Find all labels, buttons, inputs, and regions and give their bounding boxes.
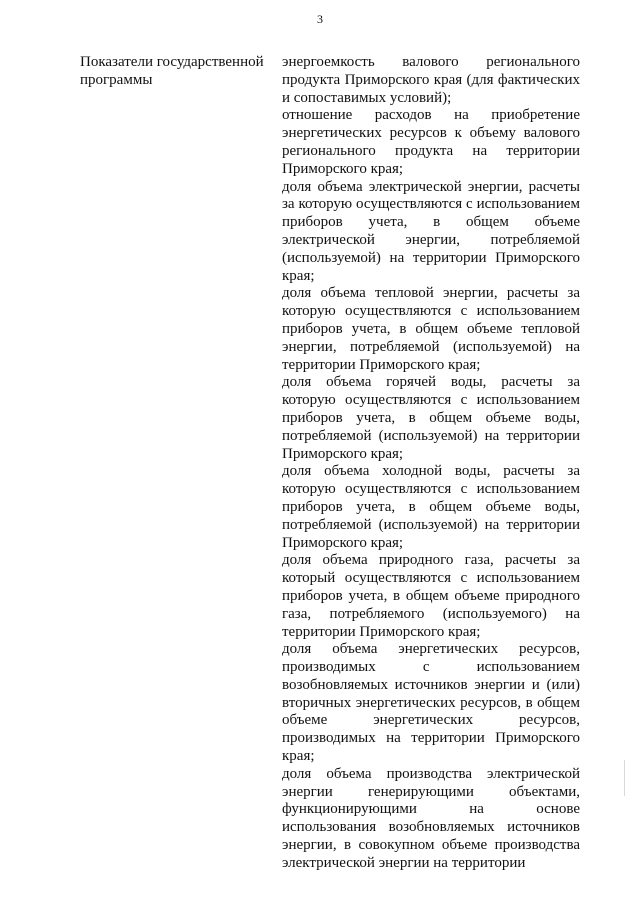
indicators-label: Показатели государственной программы: [80, 54, 264, 88]
indicators-list: [282, 54, 580, 873]
indicator-gas-metering: доля объема природного газа, расчеты за который осуществляются с использованием приборов учета, в общем объеме природного газа, потребляемого (используемого) на территории Приморского края;: [282, 552, 580, 640]
indicator-renewable-electricity-share: доля объема производства электрической энергии генерирующими объектами, функционирующими на основе использования возобновляемых источников энергии, в совокупном объеме производства электрической энергии на территории: [282, 765, 580, 871]
indicator-energy-cost-ratio: отношение расходов на приобретение энергетических ресурсов к объему валового регионального продукта на территории Приморского края;: [282, 107, 580, 177]
indicator-cold-water-metering: доля объема холодной воды, расчеты за которую осуществляются с использованием приборов учета, в общем объеме воды, потребляемой (используемой) на территории Приморского края;: [282, 463, 580, 551]
page-number: 3: [317, 12, 323, 26]
program-indicators-row: [80, 54, 580, 873]
indicator-heat-metering: доля объема тепловой энергии, расчеты за которую осуществляются с использованием приборов учета, в общем объеме тепловой энергии, потребляемой (используемой) на территории Приморского края;: [282, 285, 580, 373]
scan-mark: [624, 760, 625, 796]
indicator-renewable-energy-share: доля объема энергетических ресурсов, производимых с использованием возобновляемых источников энергии и (или) вторичных энергетических ресурсов, в общем объеме энергетических ресурсов, производимых на территории Приморского края;: [282, 641, 580, 765]
indicator-hot-water-metering: доля объема горячей воды, расчеты за которую осуществляются с использованием приборов учета, в общем объеме воды, потребляемой (используемой) на территории Приморского края;: [282, 374, 580, 462]
indicator-electricity-metering: доля объема электрической энергии, расчеты за которую осуществляются с использованием приборов учета, в общем объеме электрической энергии, потребляемой (используемой) на территории Приморского края;: [282, 178, 580, 284]
indicator-energy-intensity: энергоемкость валового регионального продукта Приморского края (для фактических и сопоставимых условий);: [282, 54, 580, 106]
